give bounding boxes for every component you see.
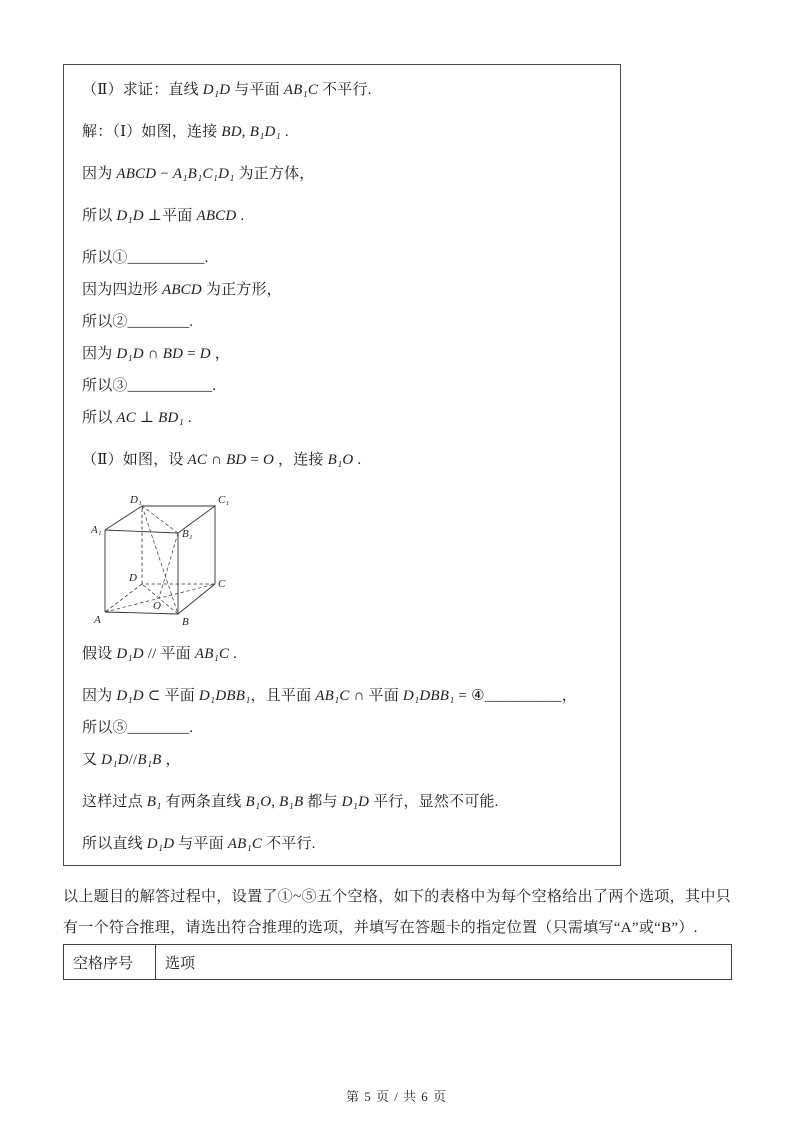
solution-line: 这样过点 B₁ 有两条直线 B₁O, B₁B 都与 D₁D 平行，显然不可能. [82,794,499,810]
cube-top-face [105,506,215,533]
vertex-label-O: O [153,600,161,612]
solution-line: 所以 AC ⊥ BD₁ . [82,410,192,426]
solution-line: 因为 D₁D ∩ BD = D ， [82,346,230,362]
solution-line: 因为四边形 ABCD 为正方形， [82,282,282,298]
vertex-label-D1: D₁ [130,494,142,506]
solution-line: 所以直线 D₁D 与平面 AB₁C 不平行. [82,836,316,852]
solution-line-blank-1: 所以①__________. [82,250,209,266]
vertex-label-B: B [182,616,189,628]
solution-line: （Ⅱ）如图，设 AC ∩ BD = O ，连接 B₁O . [82,452,362,468]
table-header-option: 选项 [156,945,732,980]
solution-line: 所以 D₁D ⊥平面 ABCD . [82,208,245,224]
solution-line-blank-4: 因为 D₁D ⊂ 平面 D₁DBB₁，且平面 AB₁C ∩ 平面 D₁DBB₁ = ④__________， [82,688,577,704]
instructions-text: 以上题目的解答过程中，设置了①~⑤五个空格，如下的表格中为每个空格给出了两个选项，其中只有一个符合推理，请选出符合推理的选项，并填写在答题卡的指定位置（只需填写“A”或“B”）. [63,889,731,936]
solution-line: 假设 D₁D // 平面 AB₁C . [82,646,238,662]
solution-line-blank-5: 所以⑤________. [82,720,194,736]
cube-diagram-svg [90,491,250,633]
vertex-label-B1: B₁ [182,528,193,540]
vertex-label-D: D [129,572,137,584]
vertex-label-A1: A₁ [91,524,102,536]
solution-line-blank-3: 所以③___________. [82,378,217,394]
solution-line: 解：（Ⅰ）如图，连接 BD, B₁D₁ . [82,124,289,140]
page-footer: 第 5 页 / 共 6 页 [345,1089,448,1104]
solution-line: 因为 ABCD − A₁B₁C₁D₁ 为正方体， [82,166,315,182]
cube-edge-DA [105,584,142,612]
vertex-label-A: A [94,614,101,626]
solution-line: 又 D₁D//B₁B ， [82,752,181,768]
vertex-label-C: C [218,578,226,590]
cube-figure [90,491,250,633]
options-table [63,944,732,980]
solution-line: （Ⅱ）求证：直线 D₁D 与平面 AB₁C 不平行. [82,82,372,98]
table-header-row [64,945,732,980]
solution-line-blank-2: 所以②________. [82,314,194,330]
table-header-blank-number: 空格序号 [64,945,156,980]
solution-box [63,64,621,866]
diagonal-B1D1 [142,506,178,533]
vertex-label-C1: C₁ [218,494,230,506]
